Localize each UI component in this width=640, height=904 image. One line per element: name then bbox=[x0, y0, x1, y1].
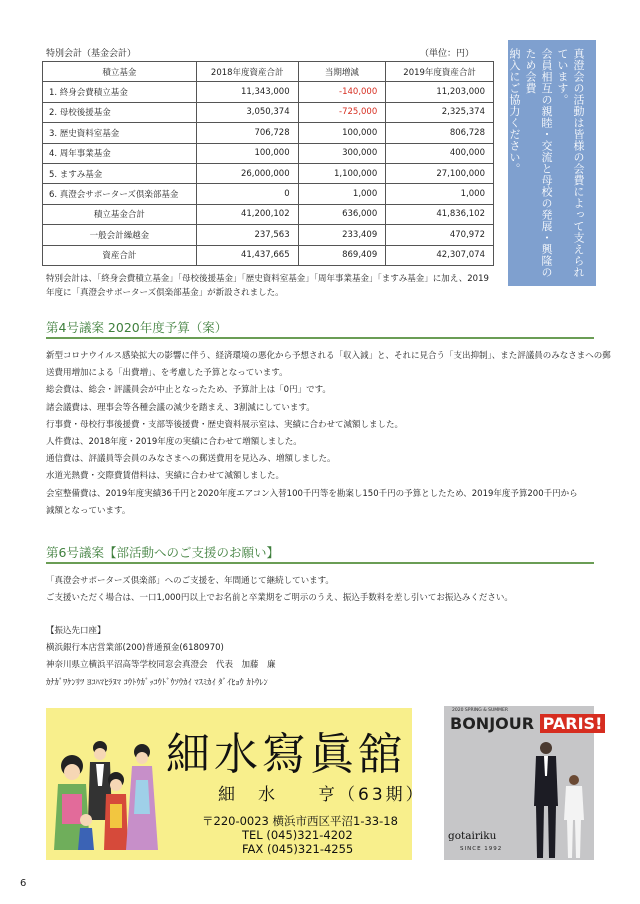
subtotal-2019: 41,836,102 bbox=[386, 204, 494, 224]
fund-name: 1. 終身会費積立基金 bbox=[43, 82, 197, 102]
fund-name: 5. ますみ基金 bbox=[43, 163, 197, 183]
table-row bbox=[43, 163, 494, 183]
fund-2019: 27,100,000 bbox=[386, 163, 494, 183]
fund-table-unit: （単位：円） bbox=[420, 49, 475, 59]
table-row bbox=[43, 123, 494, 143]
fund-2019: 806,728 bbox=[386, 123, 494, 143]
fund-2019: 11,203,000 bbox=[386, 82, 494, 102]
fund-2018: 0 bbox=[196, 184, 298, 204]
studio-owner: 細 水 亨（63期） bbox=[218, 785, 426, 805]
section6-title: 第6号議案【部活動へのご支援のお願い】 bbox=[46, 545, 279, 560]
page-number: 6 bbox=[20, 878, 27, 889]
body-line: 水道光熱費・交際費賃借料は、実績に合わせて減額しました。 bbox=[46, 471, 285, 482]
fund-2018: 706,728 bbox=[196, 123, 298, 143]
fund-2019: 1,000 bbox=[386, 184, 494, 204]
body-line: 行事費・母校行事後援費・支部等後援費・歴史資料展示室は、実績に合わせて減額しました。 bbox=[46, 419, 404, 430]
headline-a: BONJOUR bbox=[450, 714, 535, 733]
photo-studio-ad bbox=[46, 708, 426, 860]
body-line: 通信費は、評議員等会員のみなさまへの郵送費用を見込み、増額しました。 bbox=[46, 454, 336, 465]
bank-account-block bbox=[46, 623, 606, 692]
studio-address: 〒220-0023 横浜市西区平沼1-33-18 bbox=[202, 814, 398, 828]
subtotal-change: 636,000 bbox=[298, 204, 386, 224]
table-row bbox=[43, 82, 494, 102]
column-header: 2018年度資産合計 bbox=[196, 62, 298, 82]
fund-table-note: 特別会計は、「終身会費積立基金」「母校後援基金」「歴史資料室基金」「周年事業基金」「ますみ基金」に加え、2019年度に「真澄会サポーターズ倶楽部基金」が新設されました。 bbox=[46, 274, 489, 298]
carryover-change: 233,409 bbox=[298, 225, 386, 245]
section4-title: 第4号議案 2020年度予算（案） bbox=[46, 320, 228, 335]
account-heading: 【振込先口座】 bbox=[46, 626, 106, 636]
carryover-2019: 470,972 bbox=[386, 225, 494, 245]
ad-headline bbox=[450, 714, 605, 733]
fund-name: 2. 母校後援基金 bbox=[43, 102, 197, 122]
gotairiku-ad bbox=[444, 706, 603, 860]
column-header: 2019年度資産合計 bbox=[386, 62, 494, 82]
section4-body bbox=[46, 348, 611, 520]
carryover-row bbox=[43, 225, 494, 245]
banner-line: 真澄会の活動は皆様の会費によって支えられています。 bbox=[556, 48, 585, 278]
studio-fax: FAX (045)321-4255 bbox=[242, 842, 354, 856]
total-change: 869,409 bbox=[298, 245, 386, 265]
banner-text bbox=[506, 48, 586, 286]
ad-since: SINCE 1992 bbox=[460, 846, 503, 852]
carryover-2018: 237,563 bbox=[196, 225, 298, 245]
studio-tel: TEL (045)321-4202 bbox=[242, 828, 353, 842]
studio-contact bbox=[202, 814, 398, 856]
account-line: 神奈川県立横浜平沼高等学校同窓会真澄会 代表 加藤 廉 bbox=[46, 660, 276, 671]
banner-line: 会員相互の親睦・交流と母校の発展・興隆のため会費 bbox=[524, 48, 553, 278]
headline-b: PARIS! bbox=[540, 714, 606, 733]
membership-fee-banner bbox=[508, 40, 596, 286]
column-header: 当期増減 bbox=[298, 62, 386, 82]
family-illustration-icon bbox=[52, 724, 164, 854]
studio-name: 細水寫眞舘 bbox=[166, 729, 406, 780]
table-header-row bbox=[43, 62, 494, 82]
total-row bbox=[43, 245, 494, 265]
subtotal-label: 積立基金合計 bbox=[43, 204, 197, 224]
fund-2018: 26,000,000 bbox=[196, 163, 298, 183]
fund-name: 4. 周年事業基金 bbox=[43, 143, 197, 163]
fund-change: 300,000 bbox=[298, 143, 386, 163]
fund-2018: 11,343,000 bbox=[196, 82, 298, 102]
section6-body bbox=[46, 573, 606, 607]
body-line: ご支援いただく場合は、一口1,000円以上でお名前と卒業期をご明示のうえ、振込手数料を差し引いてお振込みください。 bbox=[46, 593, 513, 604]
account-line: 横浜銀行本店営業部(200)普通預金(6180970) bbox=[46, 643, 224, 654]
fund-change: 1,100,000 bbox=[298, 163, 386, 183]
body-line: 「真澄会サポーターズ倶楽部」へのご支援を、年間通じて継続しています。 bbox=[46, 576, 334, 586]
banner-line: 納入にご協力ください。 bbox=[508, 48, 521, 175]
fund-2018: 100,000 bbox=[196, 143, 298, 163]
fund-change: 1,000 bbox=[298, 184, 386, 204]
subtotal-row bbox=[43, 204, 494, 224]
carryover-label: 一般会計繰越金 bbox=[43, 225, 197, 245]
body-line: 会室整備費は、2019年度実績36千円と2020年度エアコン入替100千円等を勘案し150千円の予算としたため、2019年度予算200千円から bbox=[46, 488, 578, 499]
ad-brand: gotairiku bbox=[448, 830, 497, 842]
total-label: 資産合計 bbox=[43, 245, 197, 265]
fund-2018: 3,050,374 bbox=[196, 102, 298, 122]
table-row bbox=[43, 143, 494, 163]
body-line: 送費用増加による「出費増」、を考慮した予算となっています。 bbox=[46, 368, 288, 379]
fund-change: -725,000 bbox=[298, 102, 386, 122]
section4-rule bbox=[46, 337, 594, 339]
fashion-models-icon bbox=[524, 736, 592, 860]
fund-name: 6. 真澄会サポーターズ倶楽部基金 bbox=[43, 184, 197, 204]
section6-rule bbox=[46, 562, 594, 564]
ad-kicker: 2020 SPRING & SUMMER bbox=[452, 708, 509, 713]
account-line: ｶﾅｶﾞﾜｹﾝﾘﾂ ﾖｺﾊﾏﾋﾗﾇﾏ ｺｳﾄｳｶﾞｯｺｳﾄﾞｳｿｳｶｲ ﾏｽﾐｶｲ ﾀﾞｲﾋｮｳ ｶﾄｳﾚﾝ bbox=[46, 677, 268, 688]
subtotal-2018: 41,200,102 bbox=[196, 204, 298, 224]
fund-table-caption: 特別会計（基金会計） bbox=[46, 49, 137, 59]
table-row bbox=[43, 102, 494, 122]
body-line: 総会費は、総会・評議員会が中止となったため、予算計上は「0円」です。 bbox=[46, 385, 331, 396]
body-line: 人件費は、2018年度・2019年度の実績に合わせて増額しました。 bbox=[46, 437, 302, 448]
body-line: 新型コロナウイルス感染拡大の影響に伴う、経済環境の悪化から予想される「収入減」と、それに見合う「支出抑制」、また評議員のみなさまへの郵 bbox=[46, 351, 611, 361]
body-line: 諸会議費は、理事会等各種会議の減少を踏まえ、3割減にしています。 bbox=[46, 402, 315, 413]
column-header: 積立基金 bbox=[43, 62, 197, 82]
fund-2019: 2,325,374 bbox=[386, 102, 494, 122]
fund-change: 100,000 bbox=[298, 123, 386, 143]
total-2019: 42,307,074 bbox=[386, 245, 494, 265]
fund-name: 3. 歴史資料室基金 bbox=[43, 123, 197, 143]
body-line: 減額となっています。 bbox=[46, 505, 131, 516]
table-row bbox=[43, 184, 494, 204]
fund-2019: 400,000 bbox=[386, 143, 494, 163]
fund-change: -140,000 bbox=[298, 82, 386, 102]
fund-table bbox=[42, 61, 494, 266]
total-2018: 41,437,665 bbox=[196, 245, 298, 265]
